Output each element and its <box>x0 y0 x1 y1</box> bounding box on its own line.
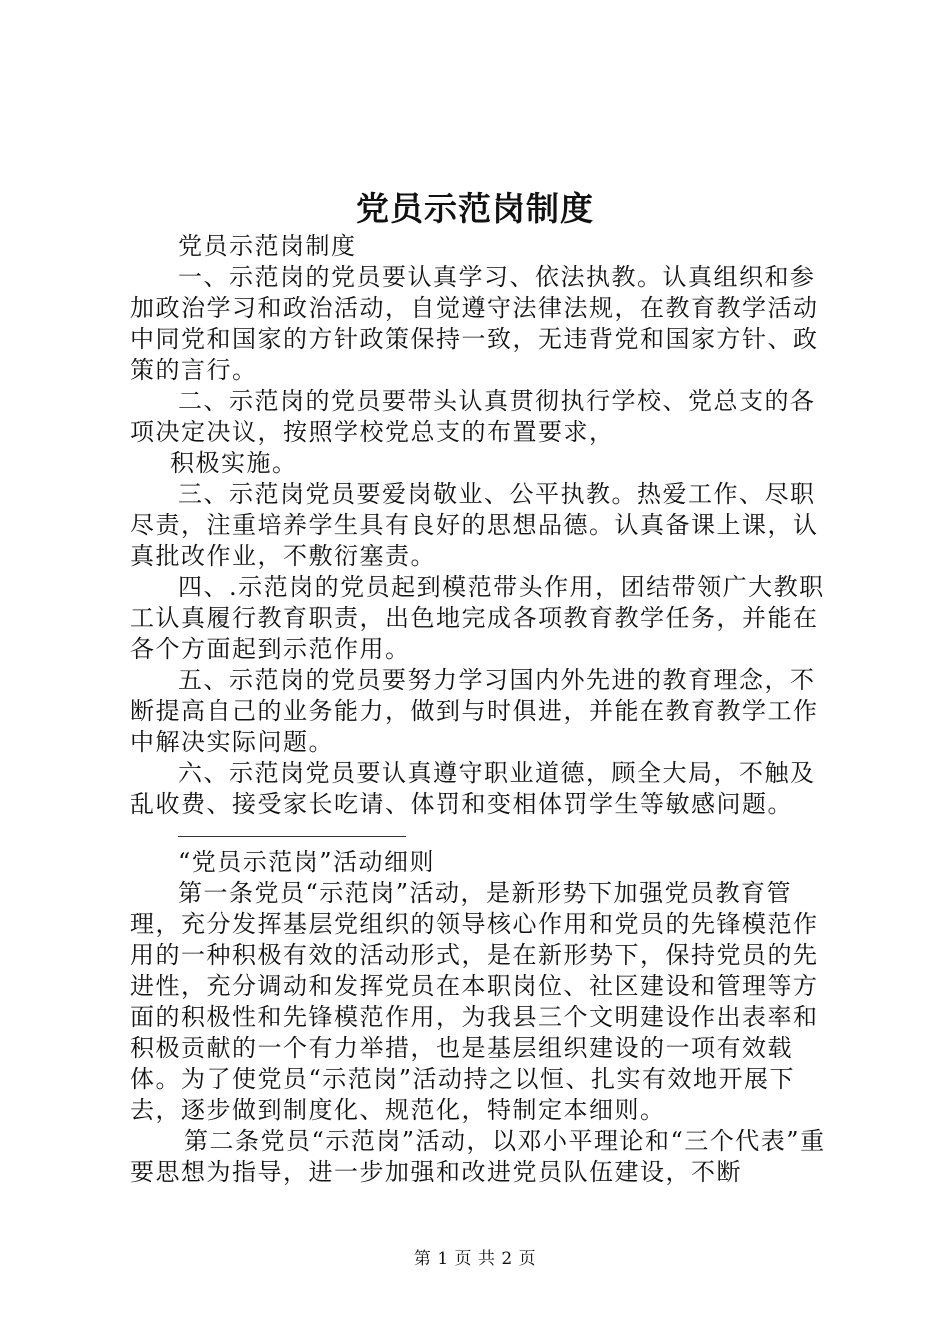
paragraph-rule-3: 三、示范岗党员要爱岗敬业、公平执教。热爱工作、尽职尽责，注重培养学生具有良好的思想品德。认真备课上课，认真批改作业，不敷衍塞责。 <box>130 480 819 570</box>
paragraph-rule-1: 一、示范岗的党员要认真学习、依法执教。认真组织和参加政治学习和政治活动，自觉遵守法律法规，在教育教学活动中同党和国家的方针政策保持一致，无违背党和国家方针、政策的言行。 <box>130 263 819 384</box>
paragraph-article-1: 第一条党员“示范岗”活动，是新形势下加强党员教育管理，充分发挥基层党组织的领导核心作用和党员的先锋模范作用的一种积极有效的活动形式，是在新形势下，保持党员的先进性，充分调动和发挥党员在本职岗位、社区建设和管理等方面的积极性和先锋模范作用，为我县三个文明建设作出表率和积极贡献的一个有力举措，也是基层组织建设的一项有效载体。为了使党员“示范岗”活动持之以恒、扎实有效地开展下去，逐步做到制度化、规范化，特制定本细则。 <box>130 879 819 1124</box>
paragraph-heading: 党员示范岗制度 <box>178 232 357 260</box>
document-body <box>130 231 835 1188</box>
page-footer: 第 1 页 共 2 页 <box>413 1249 537 1269</box>
paragraph-rule-6: 六、示范岗党员要认真遵守职业道德，顾全大局，不触及乱收费、接受家长吃请、体罚和变相体罚学生等敏感问题。 <box>130 759 816 818</box>
document-title: 党员示范岗制度 <box>356 189 594 228</box>
paragraph-article-2: 第二条党员“示范岗”活动，以邓小平理论和“三个代表”重要思想为指导，进一步加强和改进党员队伍建设，不断 <box>130 1127 826 1186</box>
paragraph-rule-4: 四、.示范岗的党员起到模范带头作用，团结带领广大教职工认真履行教育职责，出色地完成各项教育教学任务，并能在各个方面起到示范作用。 <box>130 573 825 663</box>
paragraph-rule-2: 二、示范岗的党员要带头认真贯彻执行学校、党总支的各项决定决议，按照学校党总支的布置要求， <box>130 387 816 446</box>
paragraph-rule-2-cont: 积极实施。 <box>170 449 298 477</box>
section2-title: “党员示范岗”活动细则 <box>178 848 436 876</box>
paragraph-rule-5: 五、示范岗的党员要努力学习国内外先进的教育理念，不断提高自己的业务能力，做到与时俱进，并能在教育教学工作中解决实际问题。 <box>130 666 819 756</box>
